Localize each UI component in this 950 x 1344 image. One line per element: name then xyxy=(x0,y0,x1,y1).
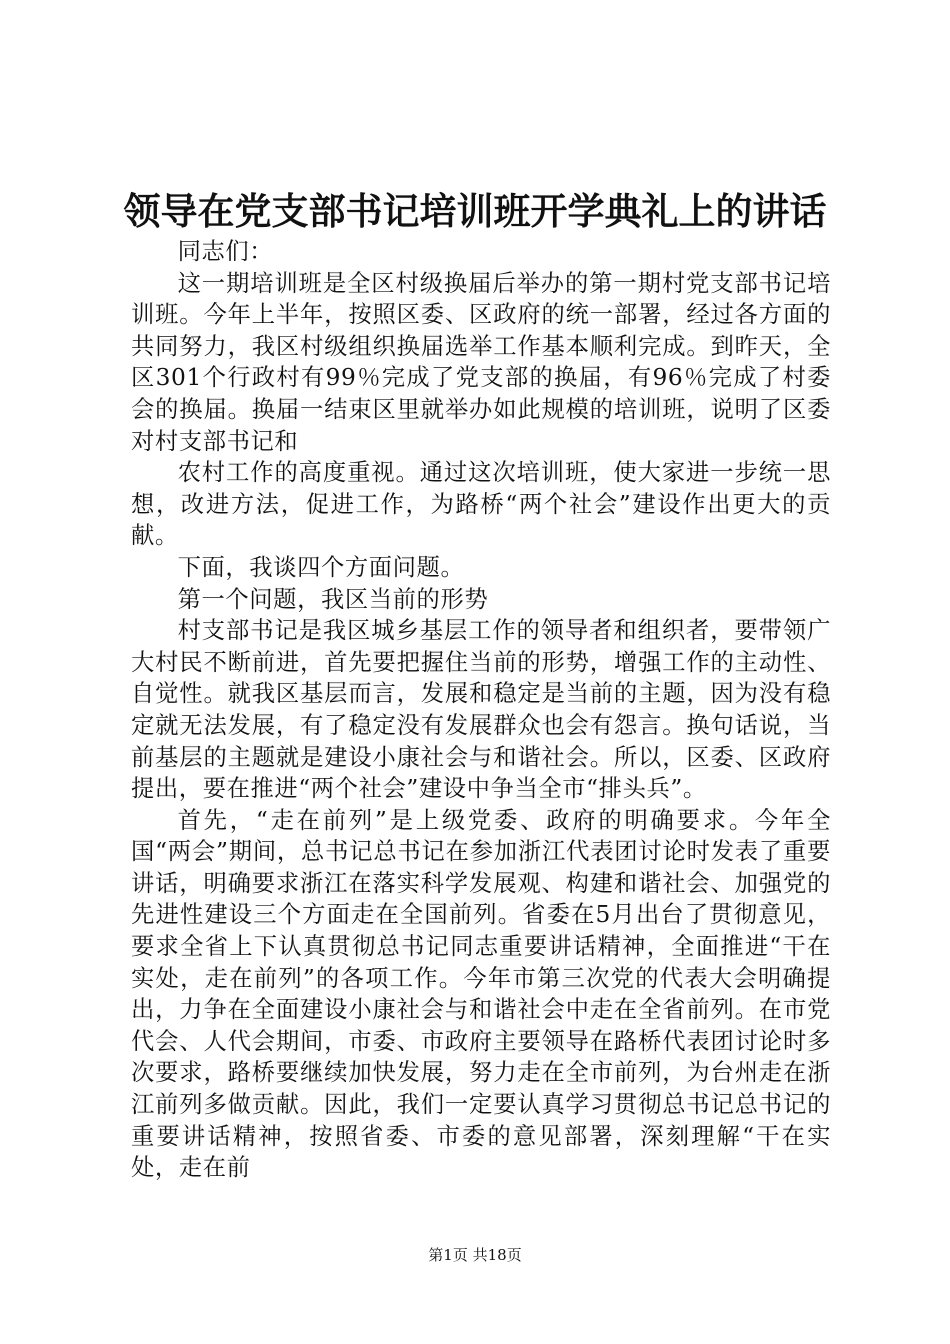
paragraph: 下面，我谈四个方面问题。 xyxy=(177,553,465,581)
section-heading: 第一个问题，我区当前的形势 xyxy=(177,585,489,613)
paragraph: 首先，“走在前列”是上级党委、政府的明确要求。今年全国“两会”期间，总书记总书记在参加浙江代表团讨论时发表了重要讲话，明确要求浙江在落实科学发展观、构建和谐社会、加强党的先进性建设三个方面走在全国前列。省委在5月出台了贯彻意见，要求全省上下认真贯彻总书记同志重要讲话精神，全面推进“干在实处，走在前列”的各项工作。今年市第三次党的代表大会明确提出，力争在全面建设小康社会与和谐社会中走在全省前列。在市党代会、人代会期间，市委、市政府主要领导在路桥代表团讨论时多次要求，路桥要继续加快发展，努力走在全市前列，为台州走在浙江前列多做贡献。因此，我们一定要认真学习贯彻总书记总书记的重要讲话精神，按照省委、市委的意见部署，深刻理解“干在实处，走在前 xyxy=(131,806,831,1182)
paragraph-greeting: 同志们： xyxy=(177,238,274,265)
paragraph: 农村工作的高度重视。通过这次培训班，使大家进一步统一思想，改进方法，促进工作，为路桥“两个社会”建设作出更大的贡献。 xyxy=(131,459,831,550)
document-title: 领导在党支部书记培训班开学典礼上的讲话 xyxy=(123,189,827,233)
paragraph: 村支部书记是我区城乡基层工作的领导者和组织者，要带领广大村民不断前进，首先要把握住当前的形势，增强工作的主动性、自觉性。就我区基层而言，发展和稳定是当前的主题，因为没有稳定就无法发展，有了稳定没有发展群众也会有怨言。换句话说，当前基层的主题就是建设小康社会与和谐社会。所以，区委、区政府提出，要在推进“两个社会”建设中争当全市“排头兵”。 xyxy=(131,617,831,803)
paragraph: 这一期培训班是全区村级换届后举办的第一期村党支部书记培训班。今年上半年，按照区委、区政府的统一部署，经过各方面的共同努力，我区村级组织换届选举工作基本顺利完成。到昨天，全区301个行政村有99％完成了党支部的换届，有96％完成了村委会的换届。换届一结束区里就举办如此规模的培训班，说明了区委对村支部书记和 xyxy=(131,269,831,455)
page-footer: 第1页 共18页 xyxy=(428,1246,522,1264)
document-body xyxy=(131,236,831,1184)
